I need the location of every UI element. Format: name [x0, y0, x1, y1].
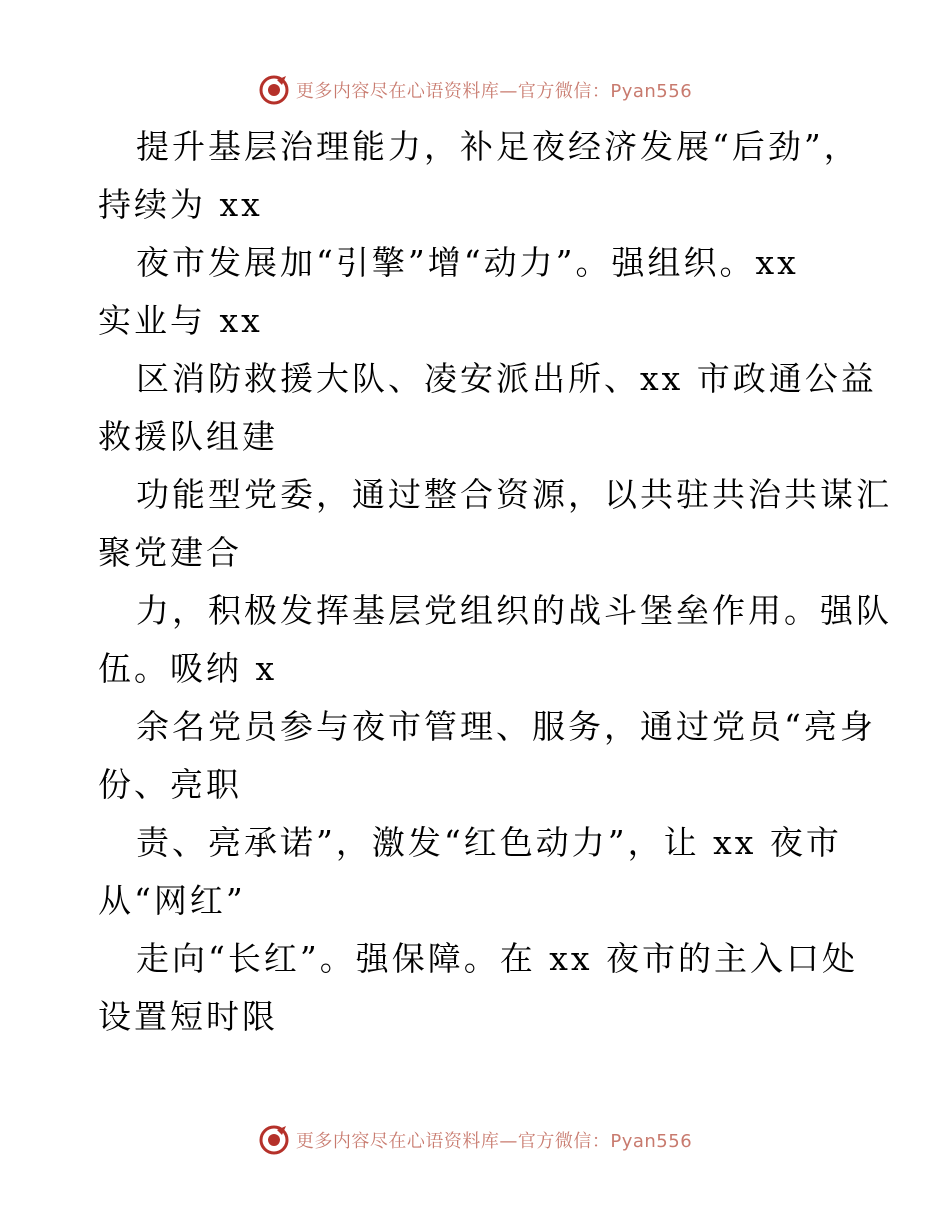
document-body — [98, 118, 892, 1046]
paragraph-line: 伍。吸纳 x — [98, 649, 278, 688]
logo-icon — [258, 74, 290, 106]
paragraph — [98, 466, 892, 582]
paragraph-line: 责、亮承诺”，激发“红色动力”，让 xx 夜市 — [136, 823, 842, 862]
paragraph-line: 功能型党委，通过整合资源，以共驻共治共谋汇 — [136, 475, 892, 514]
paragraph — [98, 814, 858, 930]
paragraph-line: 救援队组建 — [98, 417, 278, 456]
paragraph-line: 设置短时限 — [98, 997, 278, 1036]
paragraph-line: 聚党建合 — [98, 533, 242, 572]
paragraph — [98, 118, 858, 234]
paragraph — [98, 234, 858, 350]
paragraph-line: 力，积极发挥基层党组织的战斗堡垒作用。强队 — [136, 591, 892, 630]
paragraph — [98, 350, 877, 466]
paragraph-line: 余名党员参与夜市管理、服务，通过党员“亮身 — [136, 707, 876, 746]
header-banner-text: 更多内容尽在心语资料库—官方微信：Pyan556 — [295, 81, 693, 102]
paragraph-line: 实业与 xx — [98, 301, 263, 340]
paragraph — [98, 930, 858, 1046]
paragraph — [98, 582, 892, 698]
paragraph-line: 走向“长红”。强保障。在 xx 夜市的主入口处 — [136, 939, 858, 978]
paragraph-line: 份、亮职 — [98, 765, 242, 804]
header-banner — [0, 70, 950, 110]
footer-banner-text: 更多内容尽在心语资料库—官方微信：Pyan556 — [295, 1131, 693, 1152]
paragraph-line: 区消防救援大队、凌安派出所、xx 市政通公益 — [136, 359, 877, 398]
footer-banner — [0, 1120, 950, 1160]
paragraph-line: 提升基层治理能力，补足夜经济发展“后劲”， — [136, 127, 860, 166]
paragraph-line: 夜市发展加“引擎”增“动力”。强组织。xx — [136, 243, 799, 282]
logo-icon — [258, 1124, 290, 1156]
paragraph — [98, 698, 876, 814]
paragraph-line: 从“网红” — [98, 881, 246, 920]
paragraph-line: 持续为 xx — [98, 185, 263, 224]
